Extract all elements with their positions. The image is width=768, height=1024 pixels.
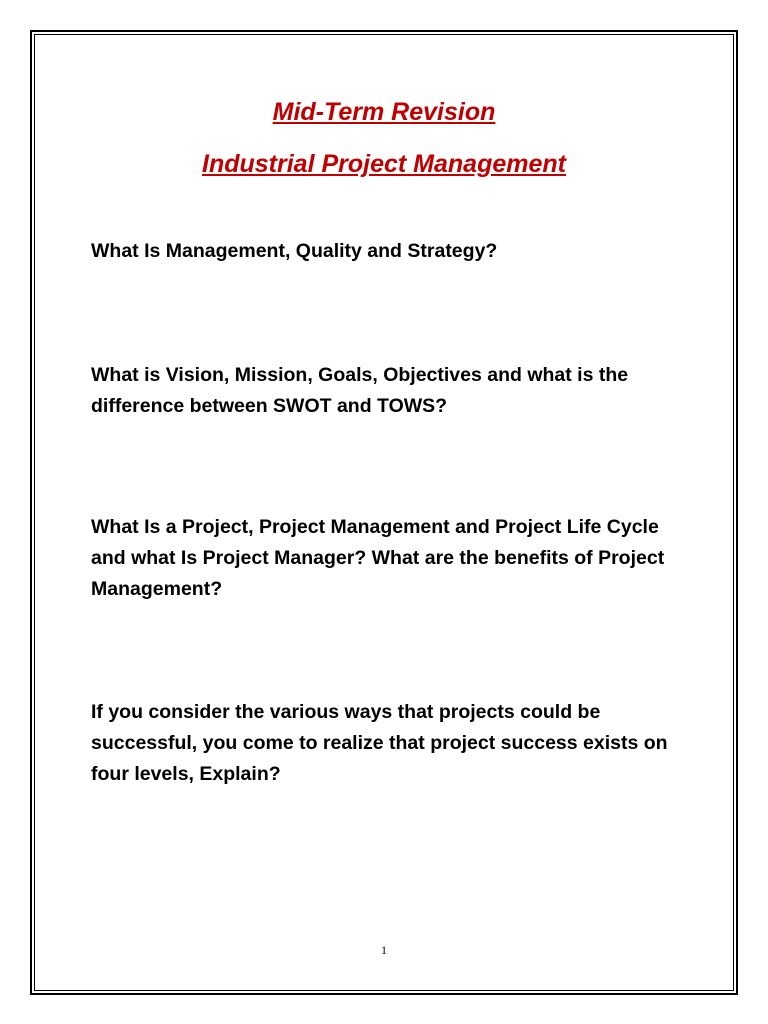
question-1: What Is Management, Quality and Strategy? [91, 240, 498, 262]
question-2: What is Vision, Mission, Goals, Objectives and what is the difference between SWOT and TOWS? [91, 364, 629, 417]
document-subtitle: Industrial Project Management [202, 150, 566, 178]
page-number: 1 [381, 943, 387, 957]
document-title: Mid-Term Revision [272, 98, 496, 126]
question-3: What Is a Project, Project Management and Project Life Cycle and what Is Project Manager? What are the benefits of Project Management? [91, 516, 665, 600]
question-4: If you consider the various ways that projects could be successful, you come to realize that project success exists on four levels, Explain? [91, 701, 668, 785]
